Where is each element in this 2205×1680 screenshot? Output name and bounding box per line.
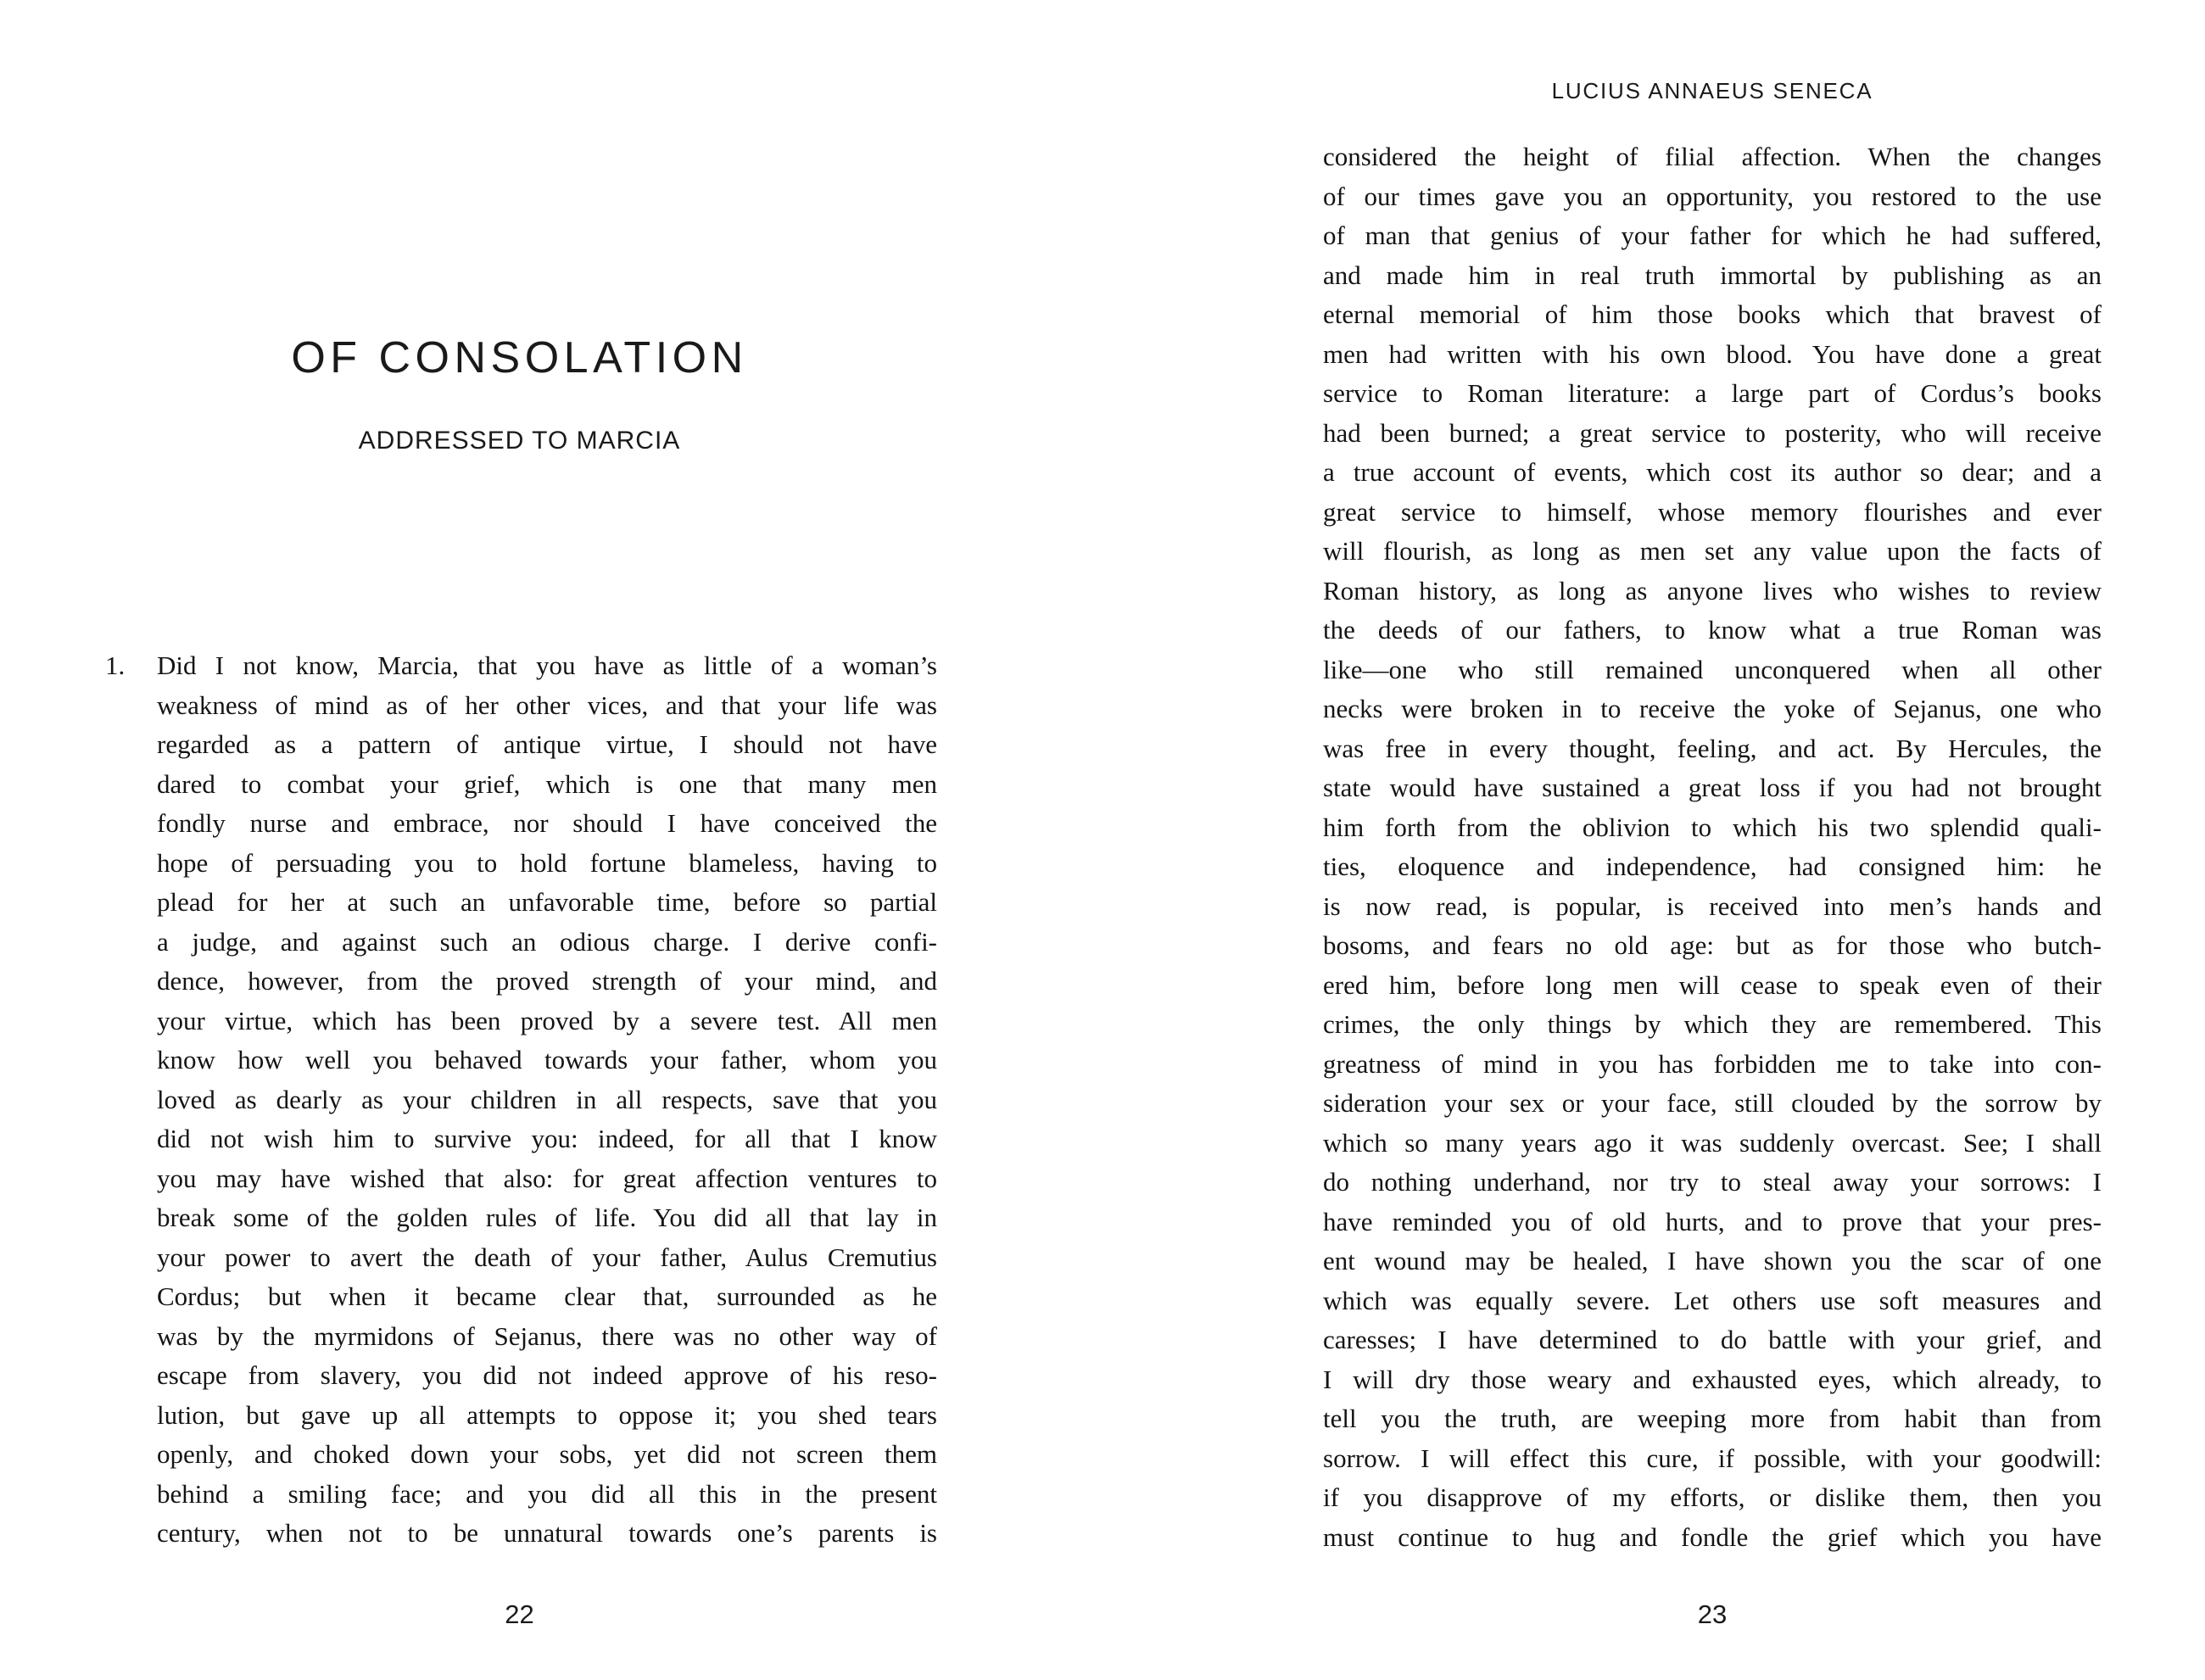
text-line: ties, eloquence and independence, had consigned him: he [1323,851,2102,881]
text-line: ent wound may be healed, I have shown you the scar of one [1323,1246,2102,1275]
text-line: your virtue, which has been proved by a severe test. All men [157,1005,937,1035]
text-line: loved as dearly as your children in all respects, save that you [157,1084,937,1114]
text-line: sorrow. I will effect this cure, if possible, with your goodwill: [1323,1443,2102,1473]
text-line: dared to combat your grief, which is one that many men [157,768,937,799]
right-page-number: 23 [1697,1599,1728,1629]
text-line: had been burned; a great service to posterity, who will receive [1323,417,2102,448]
text-line: the deeds of our fathers, to know what a true Roman was [1323,615,2102,645]
text-line: was free in every thought, feeling, and act. By Hercules, the [1323,733,2102,763]
text-line: of man that genius of your father for which he had suffered, [1323,220,2102,250]
text-line: men had written with his own blood. You have done a great [1323,338,2102,369]
left-page [102,0,937,1680]
text-line: did not wish him to survive you: indeed, for all that I know [157,1124,937,1153]
text-line: service to Roman literature: a large part of Cordus’s books [1323,378,2102,408]
text-line: caresses; I have determined to do battle with your grief, and [1323,1325,2102,1354]
text-line: fondly nurse and embrace, nor should I have conceived the [157,808,937,838]
text-line: openly, and choked down your sobs, yet did not screen them [157,1439,937,1469]
text-line: and made him in real truth immortal by publishing as an [1323,260,2102,290]
text-line: tell you the truth, are weeping more from habit than from [1323,1404,2102,1433]
text-line: greatness of mind in you has forbidden me to take into con- [1323,1048,2102,1079]
text-line: must continue to hug and fondle the grief which you have [1323,1521,2102,1552]
text-line: I will dry those weary and exhausted eyes, which already, to [1323,1364,2102,1394]
text-line: like—one who still remained unconquered when all other [1323,654,2102,684]
text-line: necks were broken in to receive the yoke of Sejanus, one who [1323,694,2102,723]
left-page-number: 22 [505,1599,534,1629]
text-line: Cordus; but when it became clear that, surrounded as he [157,1281,937,1311]
text-line: a judge, and against such an odious charge. I derive confi- [157,926,937,957]
chapter-subtitle: ADDRESSED TO MARCIA [358,427,681,455]
text-line: lution, but gave up all attempts to oppose it; you shed tears [157,1399,937,1430]
text-line: great service to himself, whose memory flourishes and ever [1323,496,2102,527]
text-line: do nothing underhand, nor try to steal away your sorrows: I [1323,1167,2102,1197]
text-line: ered him, before long men will cease to speak even of their [1323,969,2102,1000]
text-line: escape from slavery, you did not indeed approve of his reso- [157,1360,937,1390]
text-line: which was equally severe. Let others use soft measures and [1323,1285,2102,1315]
text-line: century, when not to be unnatural towards one’s parents is [157,1518,937,1548]
text-line: him forth from the oblivion to which his two splendid quali- [1323,812,2102,842]
text-line: a true account of events, which cost its author so dear; and a [1323,457,2102,487]
text-line: behind a smiling face; and you did all this in the present [157,1478,937,1509]
text-line: know how well you behaved towards your father, whom you [157,1045,937,1074]
text-line: plead for her at such an unfavorable time, before so partial [157,887,937,917]
text-line: state would have sustained a great loss if you had not brought [1323,773,2102,802]
text-line: Roman history, as long as anyone lives who wishes to review [1323,575,2102,606]
text-line: weakness of mind as of her other vices, and that your life was [157,689,937,720]
chapter-title: OF CONSOLATION [291,333,748,382]
running-header-author: LUCIUS ANNAEUS SENECA [1551,78,1873,103]
paragraph-number: 1. [105,650,126,680]
right-page [1323,0,2102,1680]
right-page-body-text [1323,137,2102,1557]
text-line: sideration your sex or your face, still clouded by the sorrow by [1323,1088,2102,1118]
text-line: have reminded you of old hurts, and to prove that your pres- [1323,1206,2102,1236]
text-line: break some of the golden rules of life. You did all that lay in [157,1203,937,1232]
left-page-body-text [102,646,937,1554]
text-line: bosoms, and fears no old age: but as for those who butch- [1323,930,2102,960]
text-line: if you disapprove of my efforts, or dislike them, then you [1323,1482,2102,1512]
text-line: dence, however, from the proved strength of your mind, and [157,966,937,996]
text-line: hope of persuading you to hold fortune blameless, having to [157,847,937,878]
text-line: regarded as a pattern of antique virtue, I should not have [157,729,937,759]
text-line: will flourish, as long as men set any value upon the facts of [1323,536,2102,566]
text-line: Did I not know, Marcia, that you have as little of a woman’s [157,650,937,680]
text-line: considered the height of filial affection. When the changes [1323,142,2102,171]
text-line: which so many years ago it was suddenly overcast. See; I shall [1323,1127,2102,1158]
text-line: eternal memorial of him those books which that bravest of [1323,299,2102,329]
text-line: you may have wished that also: for great affection ventures to [157,1163,937,1193]
text-line: is now read, is popular, is received into men’s hands and [1323,890,2102,921]
text-line: was by the myrmidons of Sejanus, there was no other way of [157,1320,937,1351]
text-line: crimes, the only things by which they are remembered. This [1323,1009,2102,1039]
text-line: of our times gave you an opportunity, you restored to the use [1323,181,2102,211]
text-line: your power to avert the death of your father, Aulus Cremutius [157,1242,937,1272]
